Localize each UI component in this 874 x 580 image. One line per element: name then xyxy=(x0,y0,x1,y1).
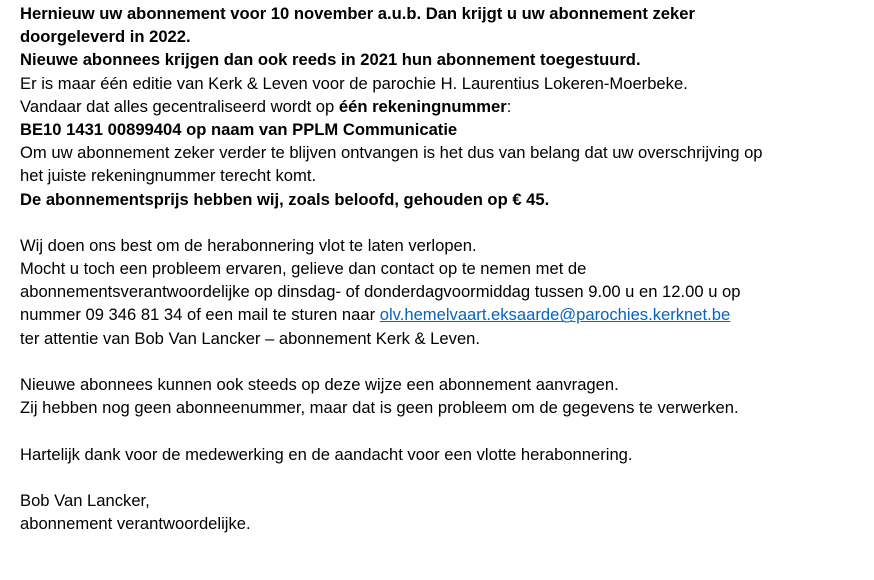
transfer-importance-line-2: het juiste rekeningnummer terecht komt. xyxy=(20,166,317,186)
centralized-account-prefix: Vandaar dat alles gecentraliseerd wordt op xyxy=(20,96,339,116)
new-subscribers-notice: Nieuwe abonnees krijgen dan ook reeds in 2021 hun abonnement toegestuurd. xyxy=(20,50,641,70)
bank-account-number: BE10 1431 00899404 op naam van PPLM Communicatie xyxy=(20,119,458,139)
paragraph-gap xyxy=(20,211,865,234)
signature-name: Bob Van Lancker, xyxy=(20,490,150,510)
edition-info-line: Er is maar één editie van Kerk & Leven voor de parochie H. Laurentius Lokeren-Moerbeke. xyxy=(20,73,688,93)
centralized-account-suffix: : xyxy=(506,96,512,116)
new-subscribers-line-1: Nieuwe abonnees kunnen ook steeds op deze wijze een abonnement aanvragen. xyxy=(20,375,619,394)
subscription-price: De abonnementsprijs hebben wij, zoals beloofd, gehouden op € 45. xyxy=(20,189,550,209)
contact-email-link[interactable]: olv.hemelvaart.eksaarde@parochies.kerknet.be xyxy=(379,305,731,325)
contact-phone-text: nummer 09 346 81 34 of een mail te sturen naar xyxy=(20,305,380,325)
paragraph-gap xyxy=(20,350,865,373)
new-subscribers-line-2: Zij hebben nog geen abonneenummer, maar dat is geen probleem om de gegevens te verwerken. xyxy=(20,398,739,418)
contact-line-2: Mocht u toch een probleem ervaren, gelieve dan contact op te nemen met de xyxy=(20,259,587,279)
centralized-account-emphasis: één rekeningnummer xyxy=(338,96,507,116)
transfer-importance-line: Om uw abonnement zeker verder te blijven ontvangen is het dus van belang dat uw overschrijving op xyxy=(20,143,763,163)
contact-line-4 xyxy=(20,303,865,326)
contact-line-3: abonnementsverantwoordelijke op dinsdag- of donderdagvoormiddag tussen 9.00 u en 12.00 u op xyxy=(20,282,741,302)
contact-line-1: Wij doen ons best om de herabonnering vlot te laten verlopen. xyxy=(20,235,477,255)
renewal-deadline-line: Hernieuw uw abonnement voor 10 november a.u.b. Dan krijgt u uw abonnement zeker xyxy=(20,4,695,23)
thanks-line: Hartelijk dank voor de medewerking en de aandacht voor een vlotte herabonnering. xyxy=(20,444,633,464)
centralized-account-line xyxy=(20,95,865,118)
contact-line-5: ter attentie van Bob Van Lancker – abonnement Kerk & Leven. xyxy=(20,328,481,348)
paragraph-gap xyxy=(20,419,865,442)
signature-role: abonnement verantwoordelijke. xyxy=(20,514,251,534)
document-body xyxy=(20,2,865,535)
renewal-delivery-line: doorgeleverd in 2022. xyxy=(20,27,191,47)
paragraph-gap xyxy=(20,466,865,489)
